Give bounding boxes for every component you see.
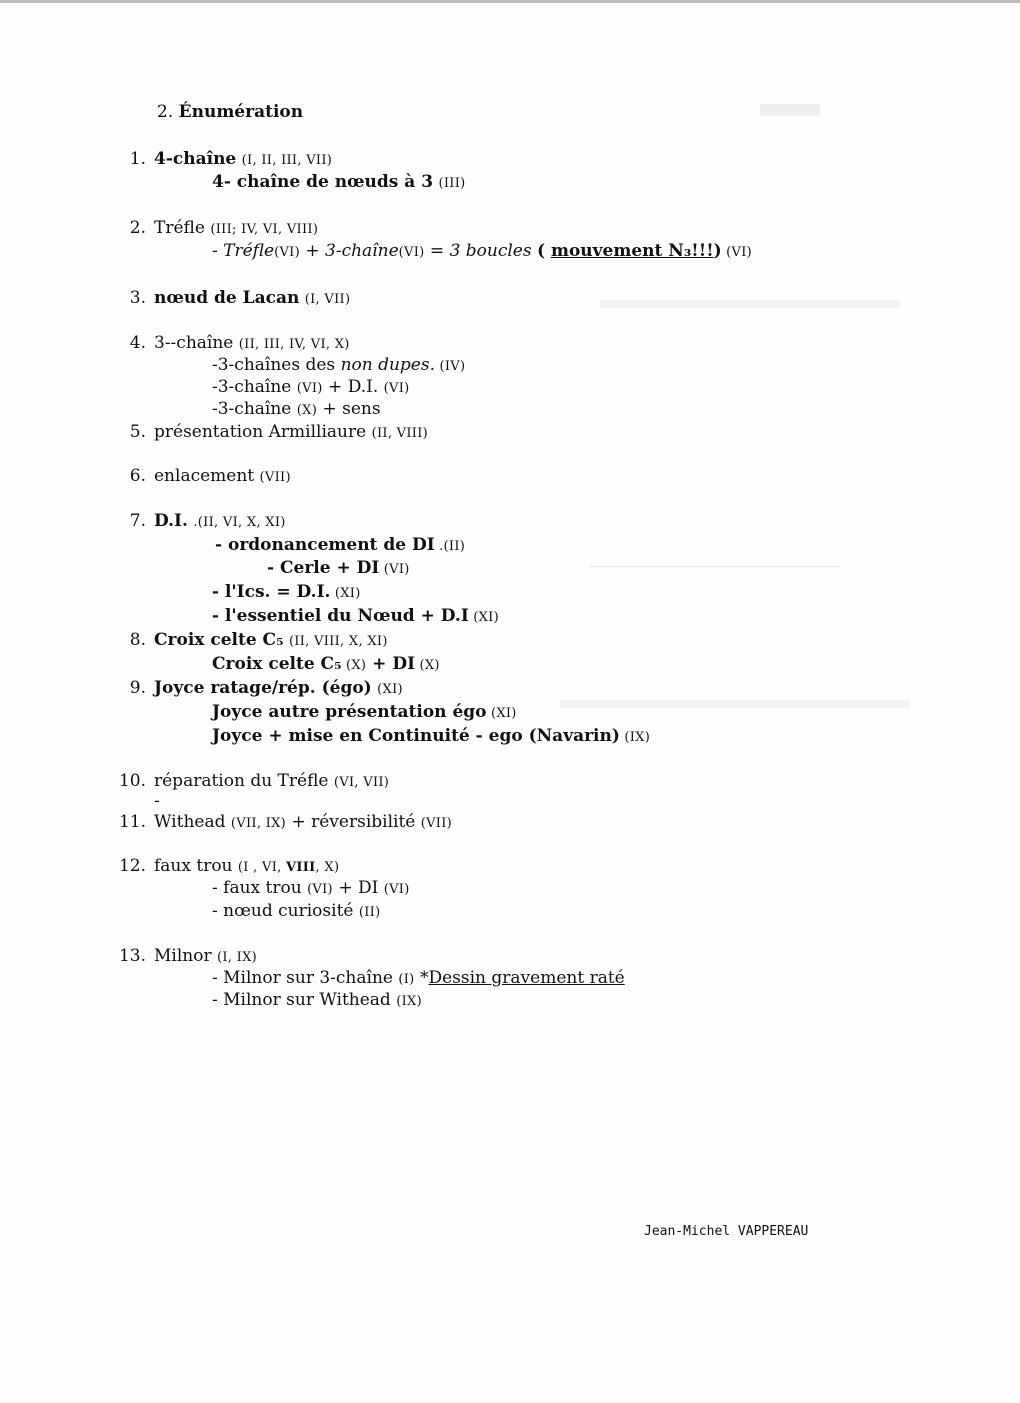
sub-text: + D.I. (322, 377, 384, 397)
item-number: 11. (118, 812, 146, 832)
item-refs: .(II, VI, X, XI) (193, 515, 286, 530)
bleed-through (560, 700, 910, 708)
item-refs: (VI, VII) (333, 775, 390, 790)
sub-refs: (VI) (383, 882, 410, 897)
sub-text: ) (713, 241, 722, 261)
sub-text: -3-chaînes des (212, 355, 341, 375)
sub-item (212, 725, 650, 749)
sub-item (212, 398, 381, 422)
sub-refs: (VI) (296, 381, 323, 396)
item-number: 10. (118, 771, 146, 791)
sub-text: + DI (366, 654, 416, 674)
sub-text: * (414, 968, 429, 988)
sub-text: = 3 boucles (424, 241, 537, 261)
item-number: 13. (118, 946, 146, 966)
item-label: Croix celte C₅ (154, 630, 284, 650)
sub-text: -3-chaîne (212, 377, 297, 397)
sub-item (212, 989, 422, 1013)
item-refs: (I, II, III, VII) (241, 153, 333, 168)
section-heading (157, 101, 303, 123)
item-label: faux trou (154, 856, 233, 876)
item-refs: (I, IX) (217, 950, 258, 965)
item-label: Milnor (154, 946, 212, 966)
item-refs: , X) (315, 860, 340, 875)
item-label: enlacement (154, 466, 255, 486)
sub-refs: (XI) (486, 706, 517, 721)
sub-refs: (X) (296, 403, 318, 418)
sub-text: - Milnor sur 3-chaîne (212, 968, 399, 988)
sub-refs: (VI) (383, 381, 410, 396)
sub-text: + sens (317, 399, 381, 419)
sub-refs: (X) (415, 658, 440, 673)
item-label: Tréfle (154, 218, 205, 238)
item-number: 7. (129, 511, 146, 531)
item-label: présentation Armilliaure (154, 422, 367, 442)
sub-text: Joyce + mise en Continuité - ego (Navarin) (212, 726, 620, 746)
sub-text: Joyce autre présentation égo (212, 702, 487, 722)
sub-refs: (IX) (619, 730, 651, 745)
item-label: réparation du Tréfle (154, 771, 329, 791)
item-number: 5. (129, 422, 146, 442)
sub-text: - nœud curiosité (212, 901, 359, 921)
sub-text: - l'essentiel du Nœud + D.I (212, 606, 469, 626)
sub-item (212, 354, 465, 378)
sub-item (215, 534, 465, 558)
sub-refs: (II) (358, 905, 381, 920)
sub-refs: (IV) (435, 359, 466, 374)
scan-edge (0, 0, 1020, 3)
item-refs: (II, III, IV, VI, X) (238, 337, 350, 352)
sub-text: Tréfle (223, 241, 275, 261)
sub-item (212, 967, 625, 991)
stray-dash (154, 790, 160, 812)
item-text: + réversibilité (286, 812, 421, 832)
item-number: 1. (129, 149, 146, 169)
section-number: 2. (157, 102, 174, 122)
item-refs: (III; IV, VI, VIII) (210, 222, 319, 237)
sub-refs: (XI) (330, 586, 361, 601)
item-label: nœud de Lacan (154, 288, 300, 308)
sub-text: + 3-chaîne (299, 241, 399, 261)
sub-text: - (212, 241, 224, 261)
item-refs: (II, VIII) (371, 426, 429, 441)
item-label: Joyce ratage/rép. (égo) (154, 678, 372, 698)
sub-refs: .(II) (434, 539, 466, 554)
sub-refs: (IX) (396, 994, 422, 1009)
item-refs: (XI) (377, 682, 403, 697)
item-label: 4-chaîne (154, 149, 237, 169)
bleed-through (760, 104, 820, 116)
item-refs: (I , VI, (237, 860, 287, 875)
item-refs: (VII) (420, 816, 453, 831)
sub-text: -3-chaîne (212, 399, 297, 419)
sub-refs: (VI) (398, 245, 425, 260)
sub-text: - ordonancement de DI (215, 535, 435, 555)
bleed-through (590, 566, 840, 567)
sub-item (212, 605, 499, 629)
item-label: 3--chaîne (154, 333, 234, 353)
sub-text: - Milnor sur Withead (212, 990, 397, 1010)
sub-item (267, 557, 410, 581)
sub-item (212, 171, 466, 195)
item-refs: (VII, IX) (230, 816, 287, 831)
sub-refs: (VI) (274, 245, 300, 260)
item-refs: (I, VII) (304, 292, 351, 307)
item-number: 12. (118, 856, 146, 876)
item-number: 3. (129, 288, 146, 308)
item-label: Withead (154, 812, 226, 832)
sub-text: + DI (332, 878, 384, 898)
sub-item (212, 877, 410, 901)
item-refs: (VII) (259, 470, 291, 485)
item-refs: VIII (286, 860, 316, 875)
sub-refs: (I) (398, 972, 415, 987)
sub-text: non dupes. (340, 355, 436, 375)
sub-text: Croix celte C₅ (212, 654, 342, 674)
sub-refs: (XI) (468, 610, 499, 625)
sub-item (212, 701, 517, 725)
author-signature: Jean-Michel VAPPEREAU (644, 1224, 809, 1239)
sub-refs: (X) (341, 658, 367, 673)
sub-refs: (VI) (307, 882, 333, 897)
sub-item (212, 900, 381, 924)
sub-item-refs: (III) (438, 176, 466, 191)
sub-item (212, 376, 410, 400)
sub-refs: (VI) (721, 245, 753, 260)
sub-item (212, 581, 361, 605)
item-label: D.I. (154, 511, 188, 531)
sub-text: - Cerle + DI (267, 558, 380, 578)
sub-text: - faux trou (212, 878, 308, 898)
item-number: 2. (129, 218, 146, 238)
item-number: 6. (129, 466, 146, 486)
item-number: 4. (129, 333, 146, 353)
item-refs: (II, VIII, X, XI) (288, 634, 388, 649)
item-number: 9. (129, 678, 146, 698)
sub-item (212, 240, 752, 264)
sub-item (212, 653, 440, 677)
sub-text: mouvement N₃!!! (550, 241, 714, 261)
dash-text: - (154, 791, 160, 811)
item-number: 8. (129, 630, 146, 650)
section-title: Énumération (178, 102, 304, 122)
bleed-through (600, 300, 900, 308)
sub-text: Dessin gravement raté (428, 968, 625, 988)
sub-text: - l'Ics. = D.I. (212, 582, 331, 602)
sub-refs: (VI) (379, 562, 410, 577)
sub-item-text: 4- chaîne de nœuds à 3 (212, 172, 434, 192)
sub-text: ( (537, 241, 551, 261)
